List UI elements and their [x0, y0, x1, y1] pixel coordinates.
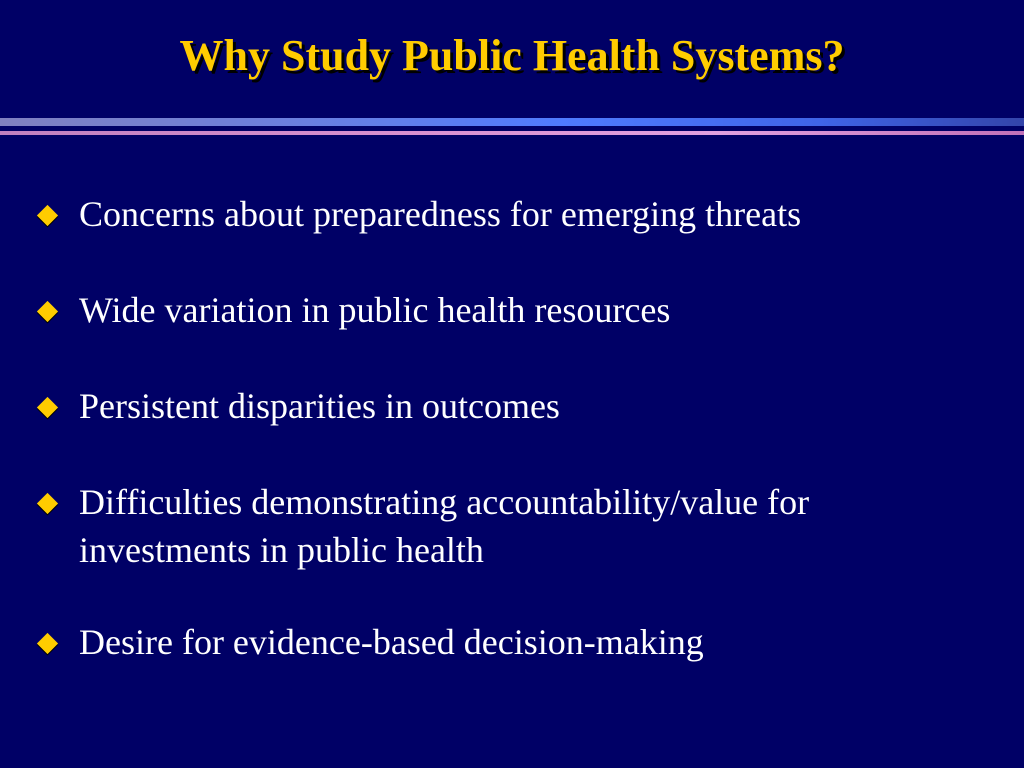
bullet-item [36, 382, 1006, 430]
slide-title: Why Study Public Health Systems? [179, 31, 845, 80]
bullet-item [36, 286, 1006, 334]
bullet-text: Desire for evidence-based decision-making [79, 622, 704, 662]
diamond-bullet-icon [37, 493, 58, 514]
diamond-bullet-icon [37, 633, 58, 654]
diamond-bullet-icon [37, 397, 58, 418]
bullet-item [36, 618, 1006, 666]
title-divider-bottom [0, 131, 1024, 135]
bullet-item [36, 190, 1006, 238]
bullet-text: Concerns about preparedness for emerging threats [79, 194, 802, 234]
title-divider-top [0, 118, 1024, 126]
diamond-bullet-icon [37, 205, 58, 226]
bullet-text: Wide variation in public health resources [79, 290, 671, 330]
diamond-bullet-icon [37, 301, 58, 322]
bullet-text: Difficulties demonstrating accountability/value for investments in public health [79, 482, 810, 570]
bullet-item [36, 478, 1006, 574]
bullet-list [36, 190, 1006, 714]
bullet-text: Persistent disparities in outcomes [79, 386, 560, 426]
